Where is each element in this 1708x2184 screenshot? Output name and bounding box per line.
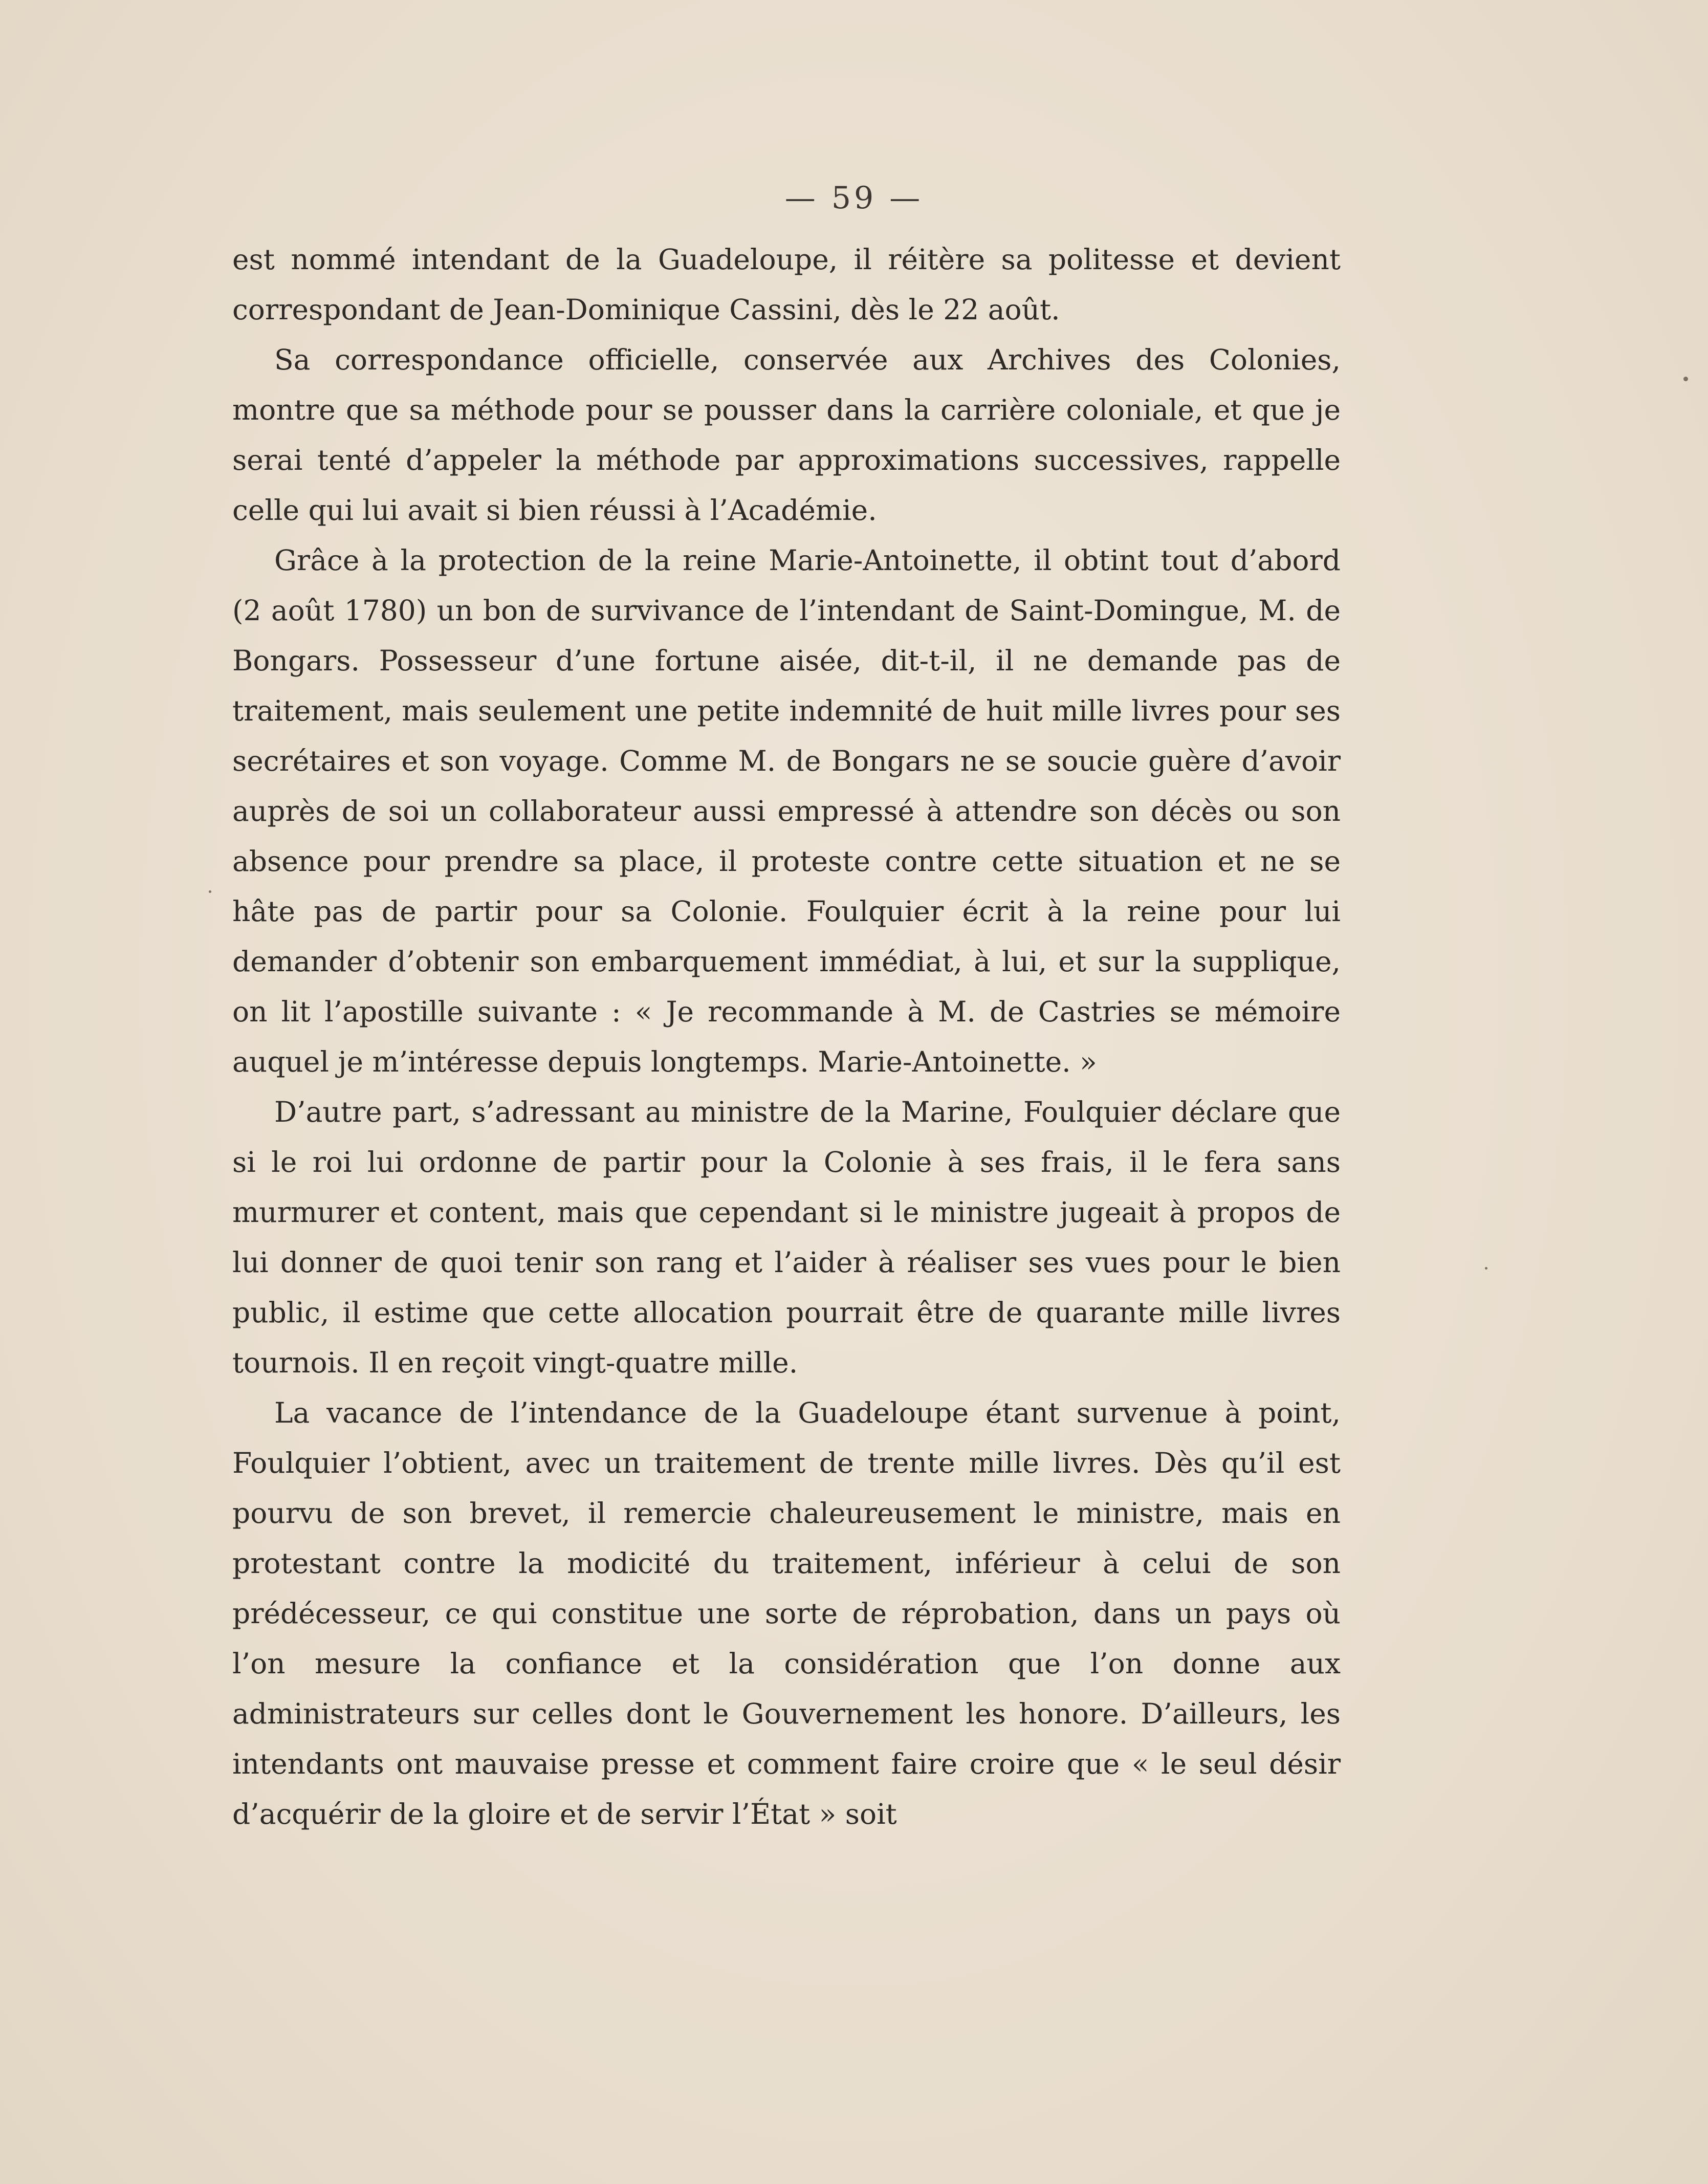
paper-speck xyxy=(209,890,211,893)
paper-speck xyxy=(1683,377,1688,381)
body-text xyxy=(232,234,1341,1839)
paragraph: Grâce à la protection de la reine Marie-Antoinette, il obtint tout d’abord (2 août 1780) un bon de survivance de l’intendant de Saint-Domingue, M. de Bongars. Possesseur d’une fortune aisée, dit-t-il, il ne demande pas de traitement, mais seulement une petite indemnité de huit mille livres pour ses secrétaires et son voyage. Comme M. de Bongars ne se soucie guère d’avoir auprès de soi un collaborateur aussi empressé à attendre son décès ou son absence pour prendre sa place, il proteste contre cette situation et ne se hâte pas de partir pour sa Colonie. Foulquier écrit à la reine pour lui demander d’obtenir son embarquement immédiat, à lui, et sur la supplique, on lit l’apostille suivante : « Je recommande à M. de Castries se mémoire auquel je m’intéresse depuis longtemps. Marie-Antoinette. » xyxy=(232,544,1341,1078)
paragraph-continued: est nommé intendant de la Guadeloupe, il réitère sa politesse et devient correspondant de Jean-Dominique Cassini, dès le 22 août. xyxy=(232,243,1341,326)
paragraph: D’autre part, s’adressant au ministre de la Marine, Foulquier déclare que si le roi lui ordonne de partir pour la Colonie à ses frais, il le fera sans murmurer et content, mais que cependant si le ministre jugeait à propos de lui donner de quoi tenir son rang et l’aider à réaliser ses vues pour le bien public, il estime que cette allocation pourrait être de quarante mille livres tournois. Il en reçoit vingt-quatre mille. xyxy=(232,1096,1341,1379)
paragraph: Sa correspondance officielle, conservée aux Archives des Colonies, montre que sa méthode pour se pousser dans la carrière coloniale, et que je serai tenté d’appeler la méthode par approximations successives, rappelle celle qui lui avait si bien réussi à l’Académie. xyxy=(232,343,1341,527)
page-number: — 59 — xyxy=(784,180,924,216)
paper-speck xyxy=(1485,1267,1487,1270)
paragraph: La vacance de l’intendance de la Guadeloupe étant survenue à point, Foulquier l’obtient, avec un traitement de trente mille livres. Dès qu’il est pourvu de son brevet, il remercie chaleureusement le ministre, mais en protestant contre la modicité du traitement, inférieur à celui de son prédécesseur, ce qui constitue une sorte de réprobation, dans un pays où l’on mesure la confiance et la considération que l’on donne aux administrateurs sur celles dont le Gouvernement les honore. D’ailleurs, les intendants ont mauvaise presse et comment faire croire que « le seul désir d’acquérir de la gloire et de servir l’État » soit xyxy=(232,1396,1341,1830)
